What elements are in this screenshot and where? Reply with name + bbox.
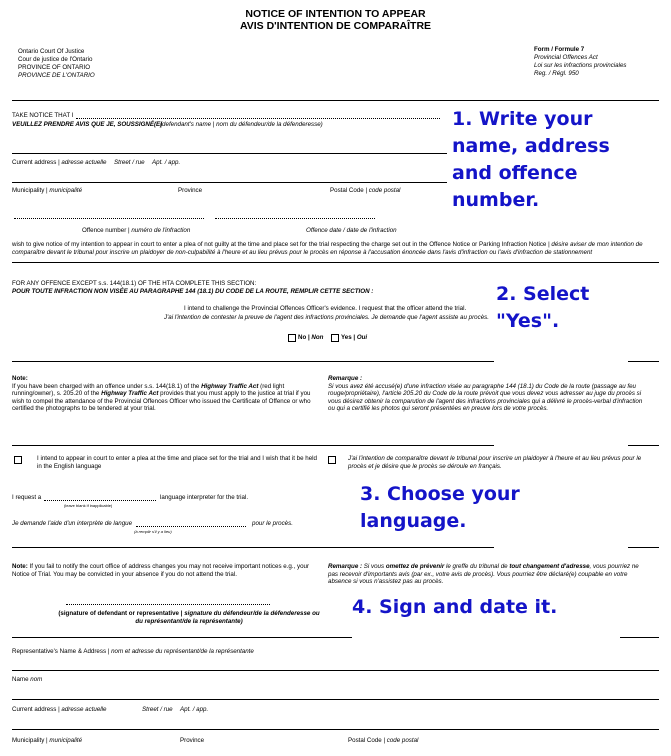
address-field-line[interactable]: [12, 153, 447, 154]
divider: [12, 637, 352, 638]
except-heading-en: FOR ANY OFFENCE EXCEPT s.s. 144(18.1) OF THE HTA COMPLETE THIS SECTION:: [12, 280, 257, 287]
representative-title: Representative's Name & Address | nom et adresse du représentant/de la représentante: [12, 648, 254, 655]
current-address-en: Current address: [12, 159, 57, 166]
no-label: No | Non: [298, 334, 324, 341]
province-en: PROVINCE OF ONTARIO: [18, 64, 91, 71]
interpreter-language-field-fr[interactable]: [136, 526, 246, 527]
rep-province-label: Province: [180, 737, 205, 744]
divider: [12, 445, 494, 446]
except-heading-fr: POUR TOUTE INFRACTION NON VISÉE AU PARAGRAPHE 144 (18.1) DU CODE DE LA ROUTE, REMPLIR CETTE SECTION :: [12, 288, 374, 295]
take-notice-label-fr: VEUILLEZ PRENDRE AVIS QUE JE, SOUSSIGNÉ(E): [12, 121, 163, 128]
divider: [12, 361, 494, 362]
interpreter-request-sub: (leave blank if inapplicable): [64, 503, 113, 508]
take-notice-label: TAKE NOTICE THAT I: [12, 112, 74, 119]
intention-statement: wish to give notice of my intention to appear in court to enter a plea of not guilty at the time and place set for the trial respecting the charge set out in the Offence Notice or Parking Infraction Notice | désire aviser de mon intention de comparaître devant le tribunal pour inscrire un plaidoyer de non-culpabilité à l'heure et au lieu prévus pour le procès en réponse à l'accusation énoncée dans l'avis d'infraction ou l'avis d'infraction de stationnement: [12, 241, 643, 256]
divider: [12, 100, 659, 101]
french-checkbox[interactable]: [328, 456, 336, 464]
interpreter-language-field[interactable]: [44, 500, 156, 501]
yes-label: Yes | Oui: [341, 334, 368, 341]
regulation: Reg. / Régl. 950: [534, 70, 579, 77]
interpreter-request-end: language interpreter for the trial.: [160, 494, 249, 501]
divider: [12, 547, 494, 548]
english-checkbox[interactable]: [14, 456, 22, 464]
instruction-step-4: 4. Sign and date it.: [352, 596, 558, 618]
current-address-fr: adresse actuelle: [61, 159, 107, 166]
street-label: Street / rue: [114, 159, 145, 166]
english-language-label: I intend to appear in court to enter a plea at the time and place set for the trial and I wish that it be held in the English language: [37, 455, 317, 470]
act-name-fr: Loi sur les infractions provinciales: [534, 62, 627, 69]
apt-label: Apt. / app.: [152, 159, 181, 166]
offence-number-label: Offence number | numéro de l'infraction: [82, 227, 191, 234]
divider-short: [628, 361, 659, 362]
offence-number-line[interactable]: [14, 218, 204, 219]
court-name-fr: Cour de justice de l'Ontario: [18, 56, 93, 63]
postal-code-label: Postal Code | code postal: [330, 187, 401, 194]
form-title-fr: AVIS D'INTENTION DE COMPARAÎTRE: [239, 20, 432, 32]
intention-fr: désire aviser de mon intention de comparaître devant le tribunal pour inscrire un plaidoyer de non-culpabilité à l'heure et au lieu prévus pour le procès en réponse à l'accusation énoncée dans l'avis d'infraction ou l'avis d'infraction de stationnement: [12, 241, 643, 256]
name-field-line[interactable]: [76, 118, 440, 119]
representative-line[interactable]: [12, 670, 659, 671]
instruction-step-2: 2. Select "Yes".: [496, 283, 590, 332]
rep-address-line[interactable]: [12, 729, 659, 730]
challenge-en: I intend to challenge the Provincial Offences Officer's evidence. I request that the officer attend the trial.: [184, 305, 467, 312]
note-hta-en: Note: If you have been charged with an offence under s.s. 144(18.1) of the Highway Traffic Act (red light running/owner), s. 205.20 of the Highway Traffic Act provides that you must apply to the justice at trial if you wish to compel the attendance of the Provincial Offences Officer who issued the Certificate of Offence or who certified the photographs to be tendered at your trial.: [12, 375, 311, 413]
current-address-label: Current address | adresse actuelle: [12, 159, 107, 166]
divider-short: [620, 637, 659, 638]
no-checkbox[interactable]: [288, 334, 296, 342]
province-label: Province: [178, 187, 203, 194]
french-language-label: J'ai l'intention de comparaître devant le tribunal pour inscrire un plaidoyer à l'heure et au lieu prévus pour le procès et je désire que le procès se déroule en français.: [348, 455, 642, 470]
interpreter-request-fr-sub: (à remplir s'il y a lieu): [134, 529, 172, 534]
signature-caption: (signature of defendant or representative | signature du défendeur/de la défenderesse ou du représentant/de la représentante): [58, 610, 320, 625]
rep-apt-label: Apt. / app.: [180, 706, 209, 713]
form-number: Form / Formule 7: [534, 46, 585, 53]
instruction-step-3: 3. Choose your language.: [360, 483, 520, 532]
province-fr: PROVINCE DE L'ONTARIO: [18, 72, 95, 79]
note-hta-fr: Remarque : Si vous avez été accusé(e) d'une infraction visée au paragraphe 144 (18.1) du Code de la route (passage au feu rouge/propriétaire), l'article 205.20 du Code de la route prévoit que vous devez vous adresser au juge du procès si vous désirez obtenir la comparution de l'agent des infractions provinciales qui a délivré le procès-verbal d'infraction ou qui a certifié les photos qui seront présentées en preuve lors de votre procès.: [328, 375, 643, 413]
challenge-fr: J'ai l'intention de contester la preuve de l'agent des infractions provinciales. Je demande que l'agent assiste au procès.: [164, 314, 489, 321]
municipality-label: Municipality | municipalité: [12, 187, 83, 194]
municipality-field-line[interactable]: [12, 182, 447, 183]
interpreter-request-fr-end: pour le procès.: [252, 520, 293, 527]
rep-postal-label: Postal Code | code postal: [348, 737, 419, 744]
rep-name-label: Name nom: [12, 676, 43, 683]
offence-date-line[interactable]: [215, 218, 375, 219]
signature-field[interactable]: [66, 604, 270, 605]
divider-short: [628, 547, 659, 548]
interpreter-request-fr: Je demande l'aide d'un interprète de langue: [12, 520, 133, 527]
interpreter-request-label: I request a: [12, 494, 42, 501]
defendant-name-caption: (defendant's name | nom du défendeur/de la défenderesse): [160, 121, 323, 128]
act-name-en: Provincial Offences Act: [534, 54, 598, 61]
form-title-en: NOTICE OF INTENTION TO APPEAR: [245, 8, 426, 20]
note-address-en: Note: If you fail to notify the court office of address changes you may not receive important notices e.g., your Notice of Trial. You may be convicted in your absence if you do not attend the trial.: [12, 563, 310, 578]
note-address-fr: Remarque : Si vous omettez de prévenir le greffe du tribunal de tout changement d'adresse, vous pourriez ne pas recevoir d'importants avis (par ex., votre avis de procès). Vous pourriez être déclaré(e) coupable en votre absence si vous n'assistez pas au procès.: [328, 563, 639, 586]
rep-address-label: Current address | adresse actuelle: [12, 706, 107, 713]
offence-date-label: Offence date / date de l'infraction: [306, 227, 397, 234]
intention-en: wish to give notice of my intention to appear in court to enter a plea of not guilty at the time and place set for the trial respecting the charge set out in the Offence Notice or Parking Infraction Notice: [12, 241, 547, 248]
rep-municipality-label: Municipality | municipalité: [12, 737, 83, 744]
divider: [12, 262, 659, 263]
court-name-en: Ontario Court Of Justice: [18, 48, 85, 55]
rep-street-label: Street / rue: [142, 706, 173, 713]
rep-name-line[interactable]: [12, 699, 659, 700]
instruction-step-1: 1. Write your name, address and offence number.: [452, 108, 610, 211]
yes-checkbox[interactable]: [331, 334, 339, 342]
divider-short: [628, 445, 659, 446]
